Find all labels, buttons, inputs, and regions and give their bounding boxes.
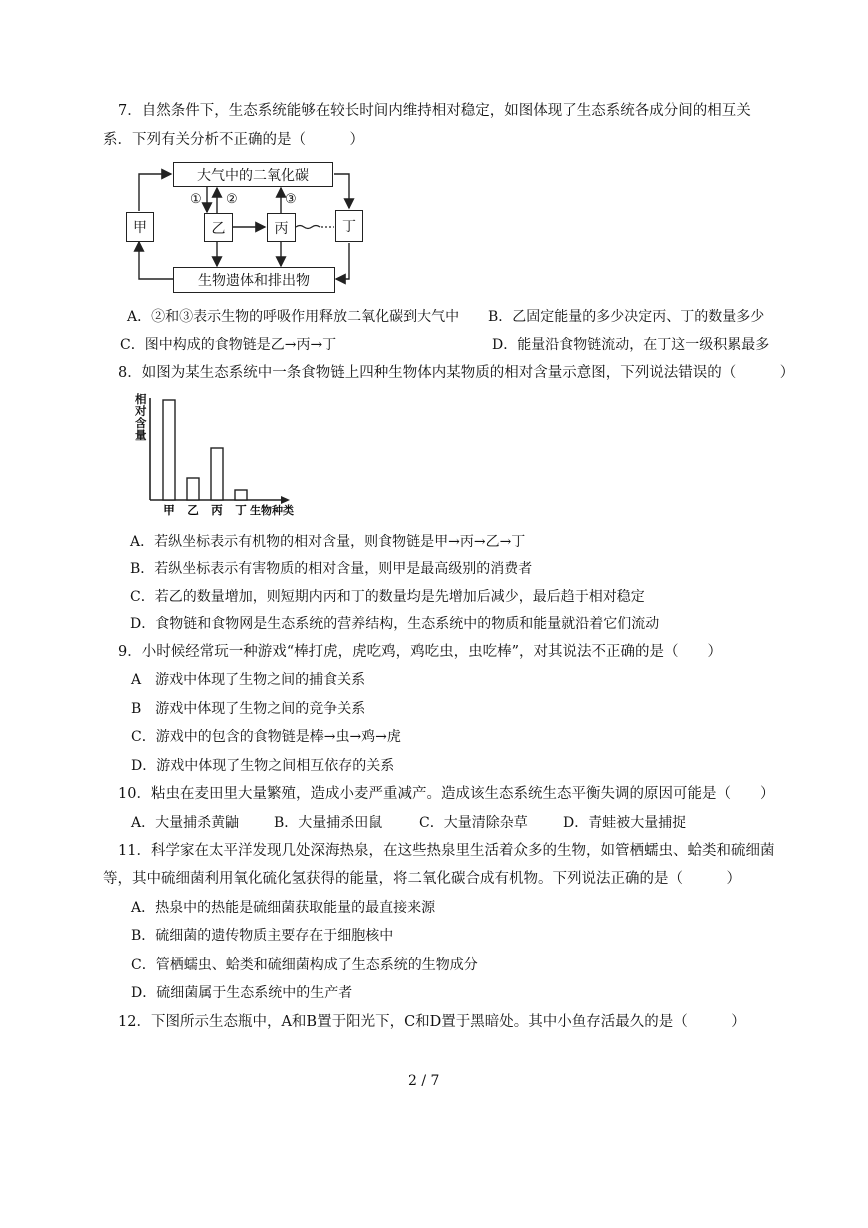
q8-option-a: A．若纵坐标表示有机物的相对含量，则食物链是甲→丙→乙→丁 [130, 534, 526, 550]
q10-option-b: B．大量捕杀田鼠 [274, 815, 383, 831]
mark-1: ① [190, 192, 202, 207]
box-bing: 丙 [267, 213, 296, 242]
q11-stem-line1: 11．科学家在太平洋发现几处深海热泉，在这些热泉里生活着众多的生物，如管栖蠕虫、蛤类和硫细菌 [118, 843, 775, 859]
tick-label-2: 丙 [211, 505, 223, 517]
q9-option-a: A 游戏中体现了生物之间的捕食关系 [131, 672, 366, 688]
mark-2: ② [226, 192, 238, 207]
bar-2 [211, 448, 223, 500]
q7-stem-line2: 系．下列有关分析不正确的是（ ） [103, 132, 364, 148]
q7-option-c: C．图中构成的食物链是乙→丙→丁 [120, 337, 337, 353]
q10-option-c: C．大量清除杂草 [419, 815, 528, 831]
q9-option-b: B 游戏中体现了生物之间的竞争关系 [131, 701, 366, 717]
q11-option-b: B．硫细菌的遗传物质主要存在于细胞核中 [131, 928, 394, 944]
tick-label-1: 乙 [187, 505, 199, 517]
q11-option-d: D．硫细菌属于生态系统中的生产者 [131, 985, 353, 1001]
q12-stem: 12．下图所示生态瓶中，A和B置于阳光下，C和D置于黑暗处。其中小鱼存活最久的是（ ） [118, 1014, 746, 1030]
y-axis-label: 相对含量 [135, 394, 147, 442]
x-axis-label: 生物种类 [250, 505, 294, 517]
page-number: 2 / 7 [408, 1073, 440, 1089]
box-jia: 甲 [126, 212, 154, 242]
q11-option-a: A．热泉中的热能是硫细菌获取能量的最直接来源 [131, 900, 436, 916]
mark-3: ③ [285, 192, 297, 207]
q9-option-d: D．游戏中体现了生物之间相互依存的关系 [131, 758, 395, 774]
q7-option-b: B．乙固定能量的多少决定丙、丁的数量多少 [488, 309, 765, 325]
q8-option-d: D．食物链和食物网是生态系统的营养结构，生态系统中的物质和能量就沿着它们流动 [130, 616, 660, 632]
q9-option-c: C．游戏中的包含的食物链是棒→虫→鸡→虎 [131, 729, 401, 745]
q7-stem-line1: 7．自然条件下，生态系统能够在较长时间内维持相对稳定，如图体现了生态系统各成分间的相互关 [118, 103, 751, 119]
q7-option-a: A．②和③表示生物的呼吸作用释放二氧化碳到大气中 [127, 309, 460, 325]
q8-option-b: B．若纵坐标表示有害物质的相对含量，则甲是最高级别的消费者 [130, 561, 533, 577]
box-atmosphere-co2: 大气中的二氧化碳 [173, 162, 333, 187]
q10-option-a: A．大量捕杀黄鼬 [131, 815, 240, 831]
q11-option-c: C．管栖蠕虫、蛤类和硫细菌构成了生态系统的生物成分 [131, 957, 478, 973]
q10-option-d: D．青蛙被大量捕捉 [563, 815, 687, 831]
q11-stem-line2: 等，其中硫细菌利用氧化硫化氢获得的能量，将二氧化碳合成有机物。下列说法正确的是（ ） [103, 871, 741, 887]
q8-stem: 8．如图为某生态系统中一条食物链上四种生物体内某物质的相对含量示意图，下列说法错误的（ ） [118, 365, 795, 381]
tick-label-0: 甲 [163, 505, 175, 517]
q7-option-d: D．能量沿食物链流动，在丁这一级积累最多 [492, 337, 770, 353]
box-ding: 丁 [335, 210, 363, 242]
box-remains: 生物遗体和排出物 [173, 267, 335, 293]
bar-3 [235, 490, 247, 500]
bar-0 [163, 400, 175, 500]
box-yi: 乙 [204, 213, 233, 242]
bar-1 [187, 478, 199, 500]
tick-label-3: 丁 [235, 505, 247, 517]
q9-stem: 9．小时候经常玩一种游戏“棒打虎，虎吃鸡，鸡吃虫，虫吃棒”，对其说法不正确的是（ ） [118, 644, 723, 660]
q8-option-c: C．若乙的数量增加，则短期内丙和丁的数量均是先增加后减少，最后趋于相对稳定 [130, 589, 645, 605]
q10-stem: 10．粘虫在麦田里大量繁殖，造成小麦严重减产。造成该生态系统生态平衡失调的原因可能是（ ） [118, 786, 775, 802]
